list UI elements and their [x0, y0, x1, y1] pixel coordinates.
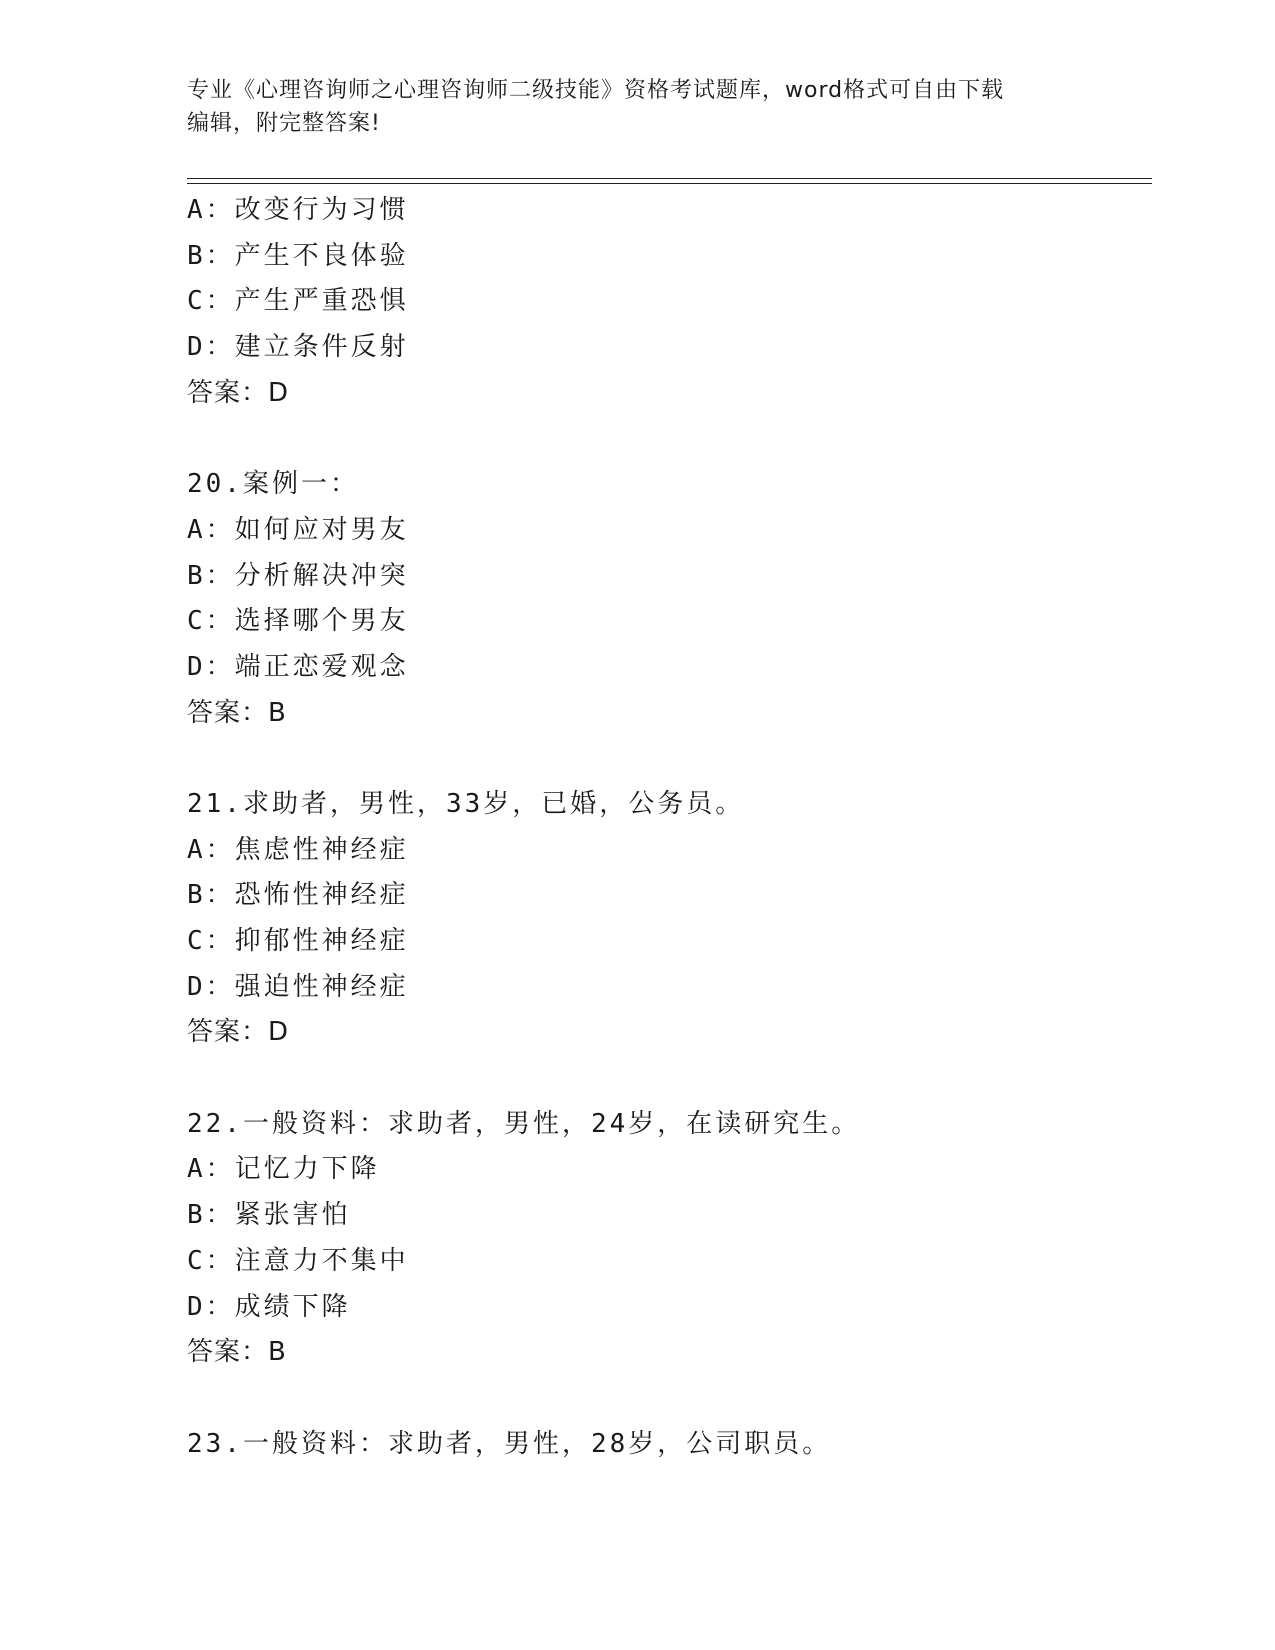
- option-a: A：焦虑性神经症: [187, 834, 409, 865]
- header-line-1: 专业《心理咨询师之心理咨询师二级技能》资格考试题库，word格式可自由下载: [187, 78, 1005, 103]
- option-d: D：建立条件反射: [187, 332, 409, 363]
- option-d: D：端正恋爱观念: [187, 651, 409, 682]
- question-stem: 20.案例一：: [187, 469, 359, 500]
- option-b: B：分析解决冲突: [187, 560, 409, 591]
- question-list: [187, 188, 1147, 1467]
- document-header: [187, 74, 1067, 140]
- question-21: [187, 782, 1147, 1056]
- question-stem: 23.一般资料：求助者，男性，28岁，公司职员。: [187, 1428, 832, 1459]
- option-b: B：恐怖性神经症: [187, 880, 409, 911]
- question-23: [187, 1422, 1147, 1468]
- question-20: [187, 462, 1147, 736]
- answer: 答案：B: [187, 697, 287, 728]
- option-c: C：选择哪个男友: [187, 606, 409, 637]
- header-line-2: 编辑，附完整答案!: [187, 111, 381, 136]
- answer: 答案：D: [187, 377, 290, 408]
- option-d: D：强迫性神经症: [187, 971, 409, 1002]
- answer: 答案：D: [187, 1017, 290, 1048]
- header-divider-bottom: [187, 183, 1152, 184]
- option-b: B：紧张害怕: [187, 1200, 351, 1231]
- answer: 答案：B: [187, 1337, 287, 1368]
- option-a: A：改变行为习惯: [187, 195, 409, 225]
- question-stem: 22.一般资料：求助者，男性，24岁，在读研究生。: [187, 1108, 861, 1139]
- option-c: C：产生严重恐惧: [187, 286, 409, 317]
- header-divider-top: [187, 178, 1152, 179]
- option-a: A：记忆力下降: [187, 1154, 380, 1185]
- option-c: C：抑郁性神经症: [187, 926, 409, 956]
- option-b: B：产生不良体验: [187, 240, 409, 271]
- option-c: C：注意力不集中: [187, 1245, 409, 1276]
- question-19-continued: [187, 188, 1147, 416]
- question-22: [187, 1102, 1147, 1376]
- option-a: A：如何应对男友: [187, 514, 409, 545]
- option-d: D：成绩下降: [187, 1291, 351, 1322]
- question-stem: 21.求助者，男性，33岁，已婚，公务员。: [187, 788, 745, 819]
